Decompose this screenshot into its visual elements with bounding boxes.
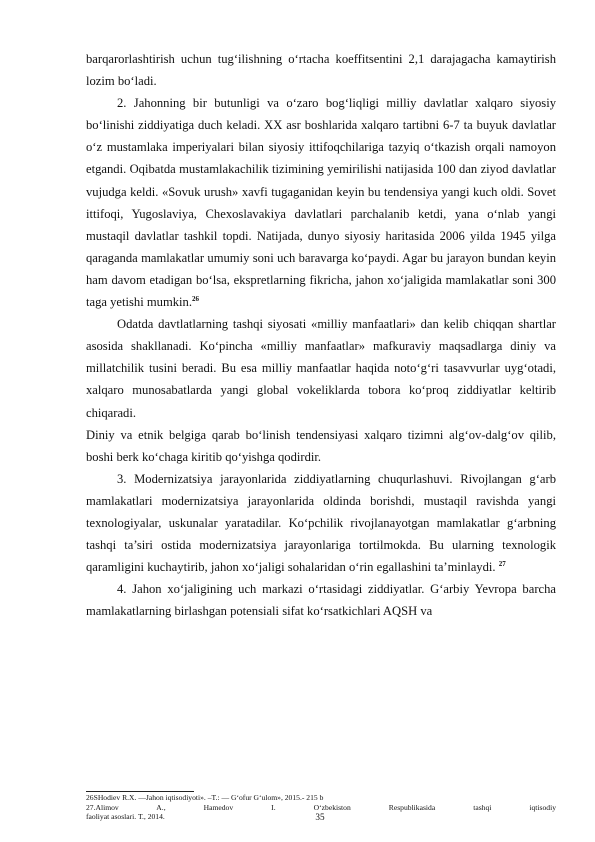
paragraph-4-three-centers bbox=[86, 578, 556, 622]
paragraph-national-interests bbox=[86, 313, 556, 423]
paragraph-3-modernization bbox=[86, 468, 556, 578]
paragraph-text: barqarorlashtirish uchun tug‘ilishning o‘rtacha koeffitsentini 2,1 darajagacha kamaytirish lozim bo‘ladi. bbox=[86, 52, 556, 89]
paragraph-continuation bbox=[86, 48, 556, 92]
body-text bbox=[86, 48, 556, 622]
paragraph-2-world-integrity bbox=[86, 92, 556, 313]
footnote-ref-26[interactable]: 26 bbox=[191, 294, 199, 303]
footnote-27-line2: faoliyat asoslari. T., 2014. bbox=[86, 812, 165, 822]
footnote-26: 26SHodiev R.X. —Jahon iqtisodiyoti». –T.: — G‘ofur G‘ulom», 2015.- 215 b bbox=[86, 793, 324, 802]
paragraph-text: Odatda davtlatlarning tashqi siyosati «milliy manfaatlari» dan kelib chiqqan shartlar asosida shakllanadi. Ko‘pincha «milliy manfaatlar» mafkuraviy maqsadlarga diniy va millatchilik tusini beradi. Bu esa milliy manfaatlar haqida noto‘g‘ri tasavvurlar uyg‘otadi, xalqaro munosabatlarda yangi global vokeliklarda tobora ko‘proq ziddiyatlar keltirib chiqaradi. bbox=[86, 317, 556, 420]
paragraph-text: 2. Jahonning bir butunligi va o‘zaro bog‘liqligi milliy davlatlar xalqaro siyosiy bo‘linishi ziddiyatiga duch keladi. XX asr boshlarida xalqaro tartibni 6-7 ta buyuk davlatlar o‘z mustamlaka imperiyalari bilan siyosiy ittifoqchilariga tazyiq o‘tkazish orqali namoyon etgandi. Oqibatda mustamlakachilik tizimining yemirilishi natijasida 100 dan ziyod davlatlar vujudga keldi. «Sovuk urush» xavfi tugaganidan keyin bu tendensiya yangi kuch oldi. Sovet ittifoqi, Yugoslaviya, Chexoslavakiya davlatlari parchalanib ketdi, yana o‘nlab yangi mustaqil davlatlar tashkil topdi. Natijada, dunyo siyosiy haritasida 2006 yilda 1945 yilga qaraganda mamlakatlar umumiy soni uch baravarga ko‘paydi. Agar bu jarayon bundan keyin ham davom etadigan bo‘lsa, ekspretlarning fikricha, jahon xo‘jaligida mamlakatlar soni 300 taga yetishi mumkin. bbox=[86, 96, 556, 310]
footnote-ref-27[interactable]: 27 bbox=[498, 559, 506, 568]
paragraph-religious-division bbox=[86, 424, 556, 468]
paragraph-text: Diniy va etnik belgiga qarab bo‘linish tendensiyasi xalqaro tizimni alg‘ov-dalg‘ov qilib, boshi berk ko‘chaga kiritib qo‘yishga qodirdir. bbox=[86, 427, 556, 464]
paragraph-text: 4. Jahon xo‘jaligining uch markazi o‘rtasidagi ziddiyatlar. G‘arbiy Yevropa barcha mamlakatlarning birlashgan potensiali sifat ko‘rsatkichlari AQSH va bbox=[86, 582, 556, 619]
footnote-27-line1: 27.Alimov A., Hamedov I. O‘zbekiston Respublikasida tashqi iqtisodiy bbox=[86, 802, 556, 812]
page-number: 35 bbox=[315, 812, 325, 822]
paragraph-text: 3. Modernizatsiya jarayonlarida ziddiyatlarning chuqurlashuvi. Rivojlangan g‘arb mamlakatlari modernizatsiya jarayonlarida oldinda borishdi, mustaqil ravishda yangi texnologiyalar, uskunalar yaratadilar. Ko‘pchilik rivojlanayotgan mamlakatlar g‘arbning tashqi ta’siri ostida modernizatsiya jarayonlariga tortilmokda. Bu ularning texnologik qaramligini kuchaytirib, jahon xo‘jaligi sohalaridan o‘rin egallashini ta’minlaydi. bbox=[86, 471, 556, 575]
footnote-separator bbox=[86, 791, 194, 792]
